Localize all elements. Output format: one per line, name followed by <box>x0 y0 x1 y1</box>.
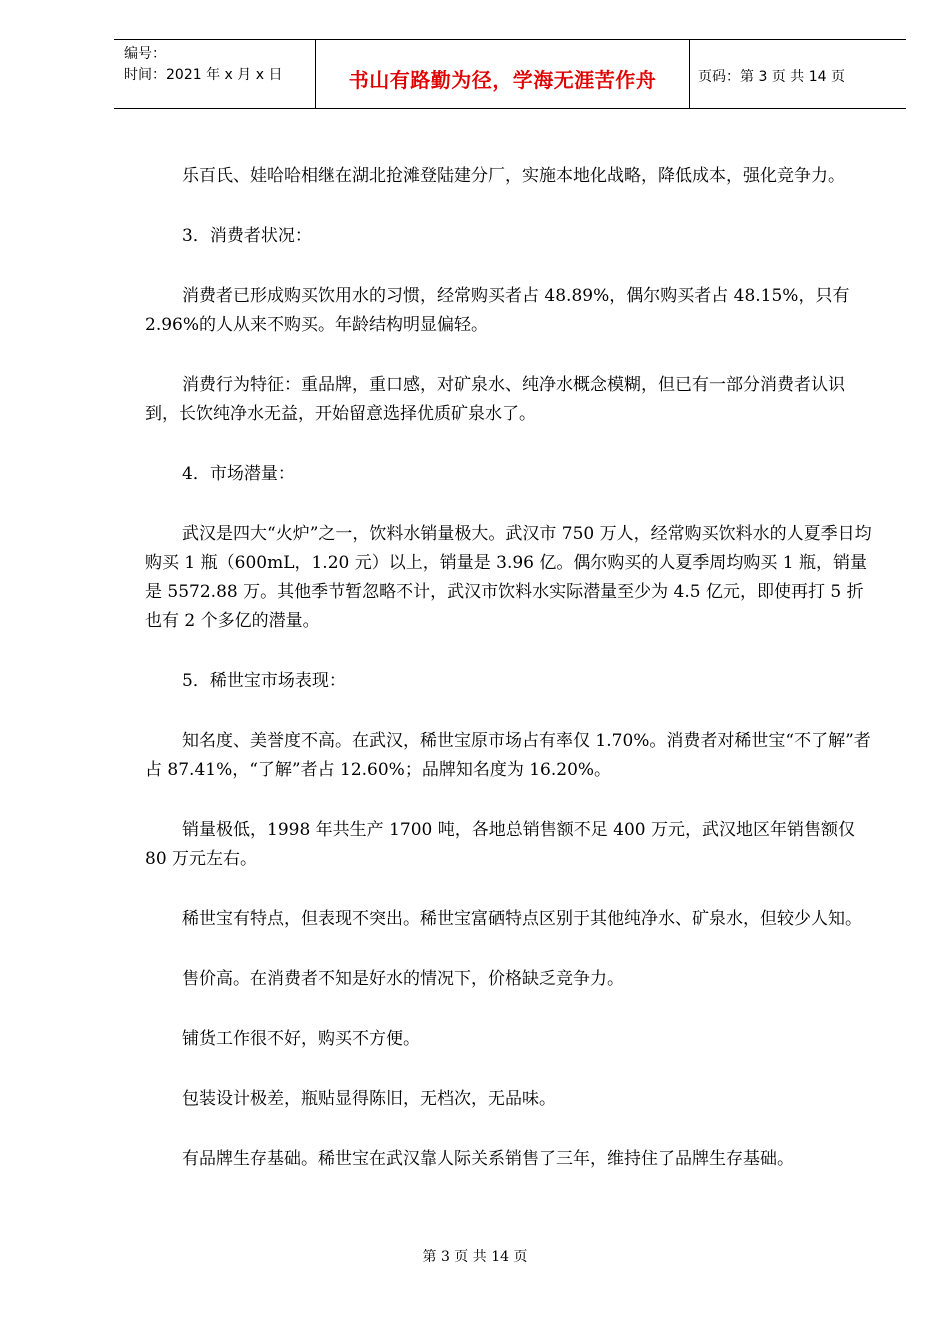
page-header <box>114 39 906 109</box>
paragraph: 有品牌生存基础。稀世宝在武汉靠人际关系销售了三年，维持住了品牌生存基础。 <box>182 1149 794 1169</box>
header-page-cell <box>690 40 906 108</box>
paragraph: 消费者已形成购买饮用水的习惯，经常购买者占 48.89%，偶尔购买者占 48.15%，只有 2.96%的人从来不购买。年龄结构明显偏轻。 <box>145 286 850 335</box>
paragraph: 稀世宝有特点，但表现不突出。稀世宝富硒特点区别于其他纯净水、矿泉水，但较少人知。 <box>182 909 862 929</box>
paragraph: 铺货工作很不好，购买不方便。 <box>182 1029 420 1049</box>
section-heading: 3．消费者状况： <box>182 226 312 246</box>
header-motto-cell <box>316 40 690 108</box>
section-heading: 5．稀世宝市场表现： <box>182 671 346 691</box>
paragraph: 乐百氏、娃哈哈相继在湖北抢滩登陆建分厂，实施本地化战略，降低成本，强化竞争力。 <box>182 166 845 186</box>
date-label: 时间：2021 年 x 月 x 日 <box>124 67 283 83</box>
motto-text: 书山有路勤为径，学海无涯苦作舟 <box>348 68 657 92</box>
document-body <box>145 162 875 1174</box>
paragraph: 包装设计极差，瓶贴显得陈旧，无档次，无品味。 <box>182 1089 556 1109</box>
page-number-label: 页码：第 3 页 共 14 页 <box>698 69 845 85</box>
paragraph: 消费行为特征：重品牌，重口感，对矿泉水、纯净水概念模糊，但已有一部分消费者认识到，长饮纯净水无益，开始留意选择优质矿泉水了。 <box>145 375 845 424</box>
paragraph: 售价高。在消费者不知是好水的情况下，价格缺乏竞争力。 <box>182 969 624 989</box>
paragraph: 知名度、美誉度不高。在武汉，稀世宝原市场占有率仅 1.70%。消费者对稀世宝“不了解”者占 87.41%，“了解”者占 12.60%；品牌知名度为 16.20%。 <box>145 731 871 780</box>
header-meta-cell <box>114 40 316 108</box>
page-footer: 第 3 页 共 14 页 <box>422 1249 528 1265</box>
serial-label: 编号： <box>124 46 166 62</box>
section-heading: 4．市场潜量： <box>182 464 295 484</box>
paragraph: 武汉是四大“火炉”之一，饮料水销量极大。武汉市 750 万人，经常购买饮料水的人夏季日均购买 1 瓶（600mL，1.20 元）以上，销量是 3.96 亿。偶尔购买的人夏季周均购买 1 瓶，销量是 5572.88 万。其他季节暂忽略不计，武汉市饮料水实际潜量至少为 4.5 亿元，即使再打 5 折也有 2 个多亿的潜量。 <box>145 524 872 631</box>
paragraph: 销量极低，1998 年共生产 1700 吨，各地总销售额不足 400 万元，武汉地区年销售额仅 80 万元左右。 <box>145 820 855 869</box>
